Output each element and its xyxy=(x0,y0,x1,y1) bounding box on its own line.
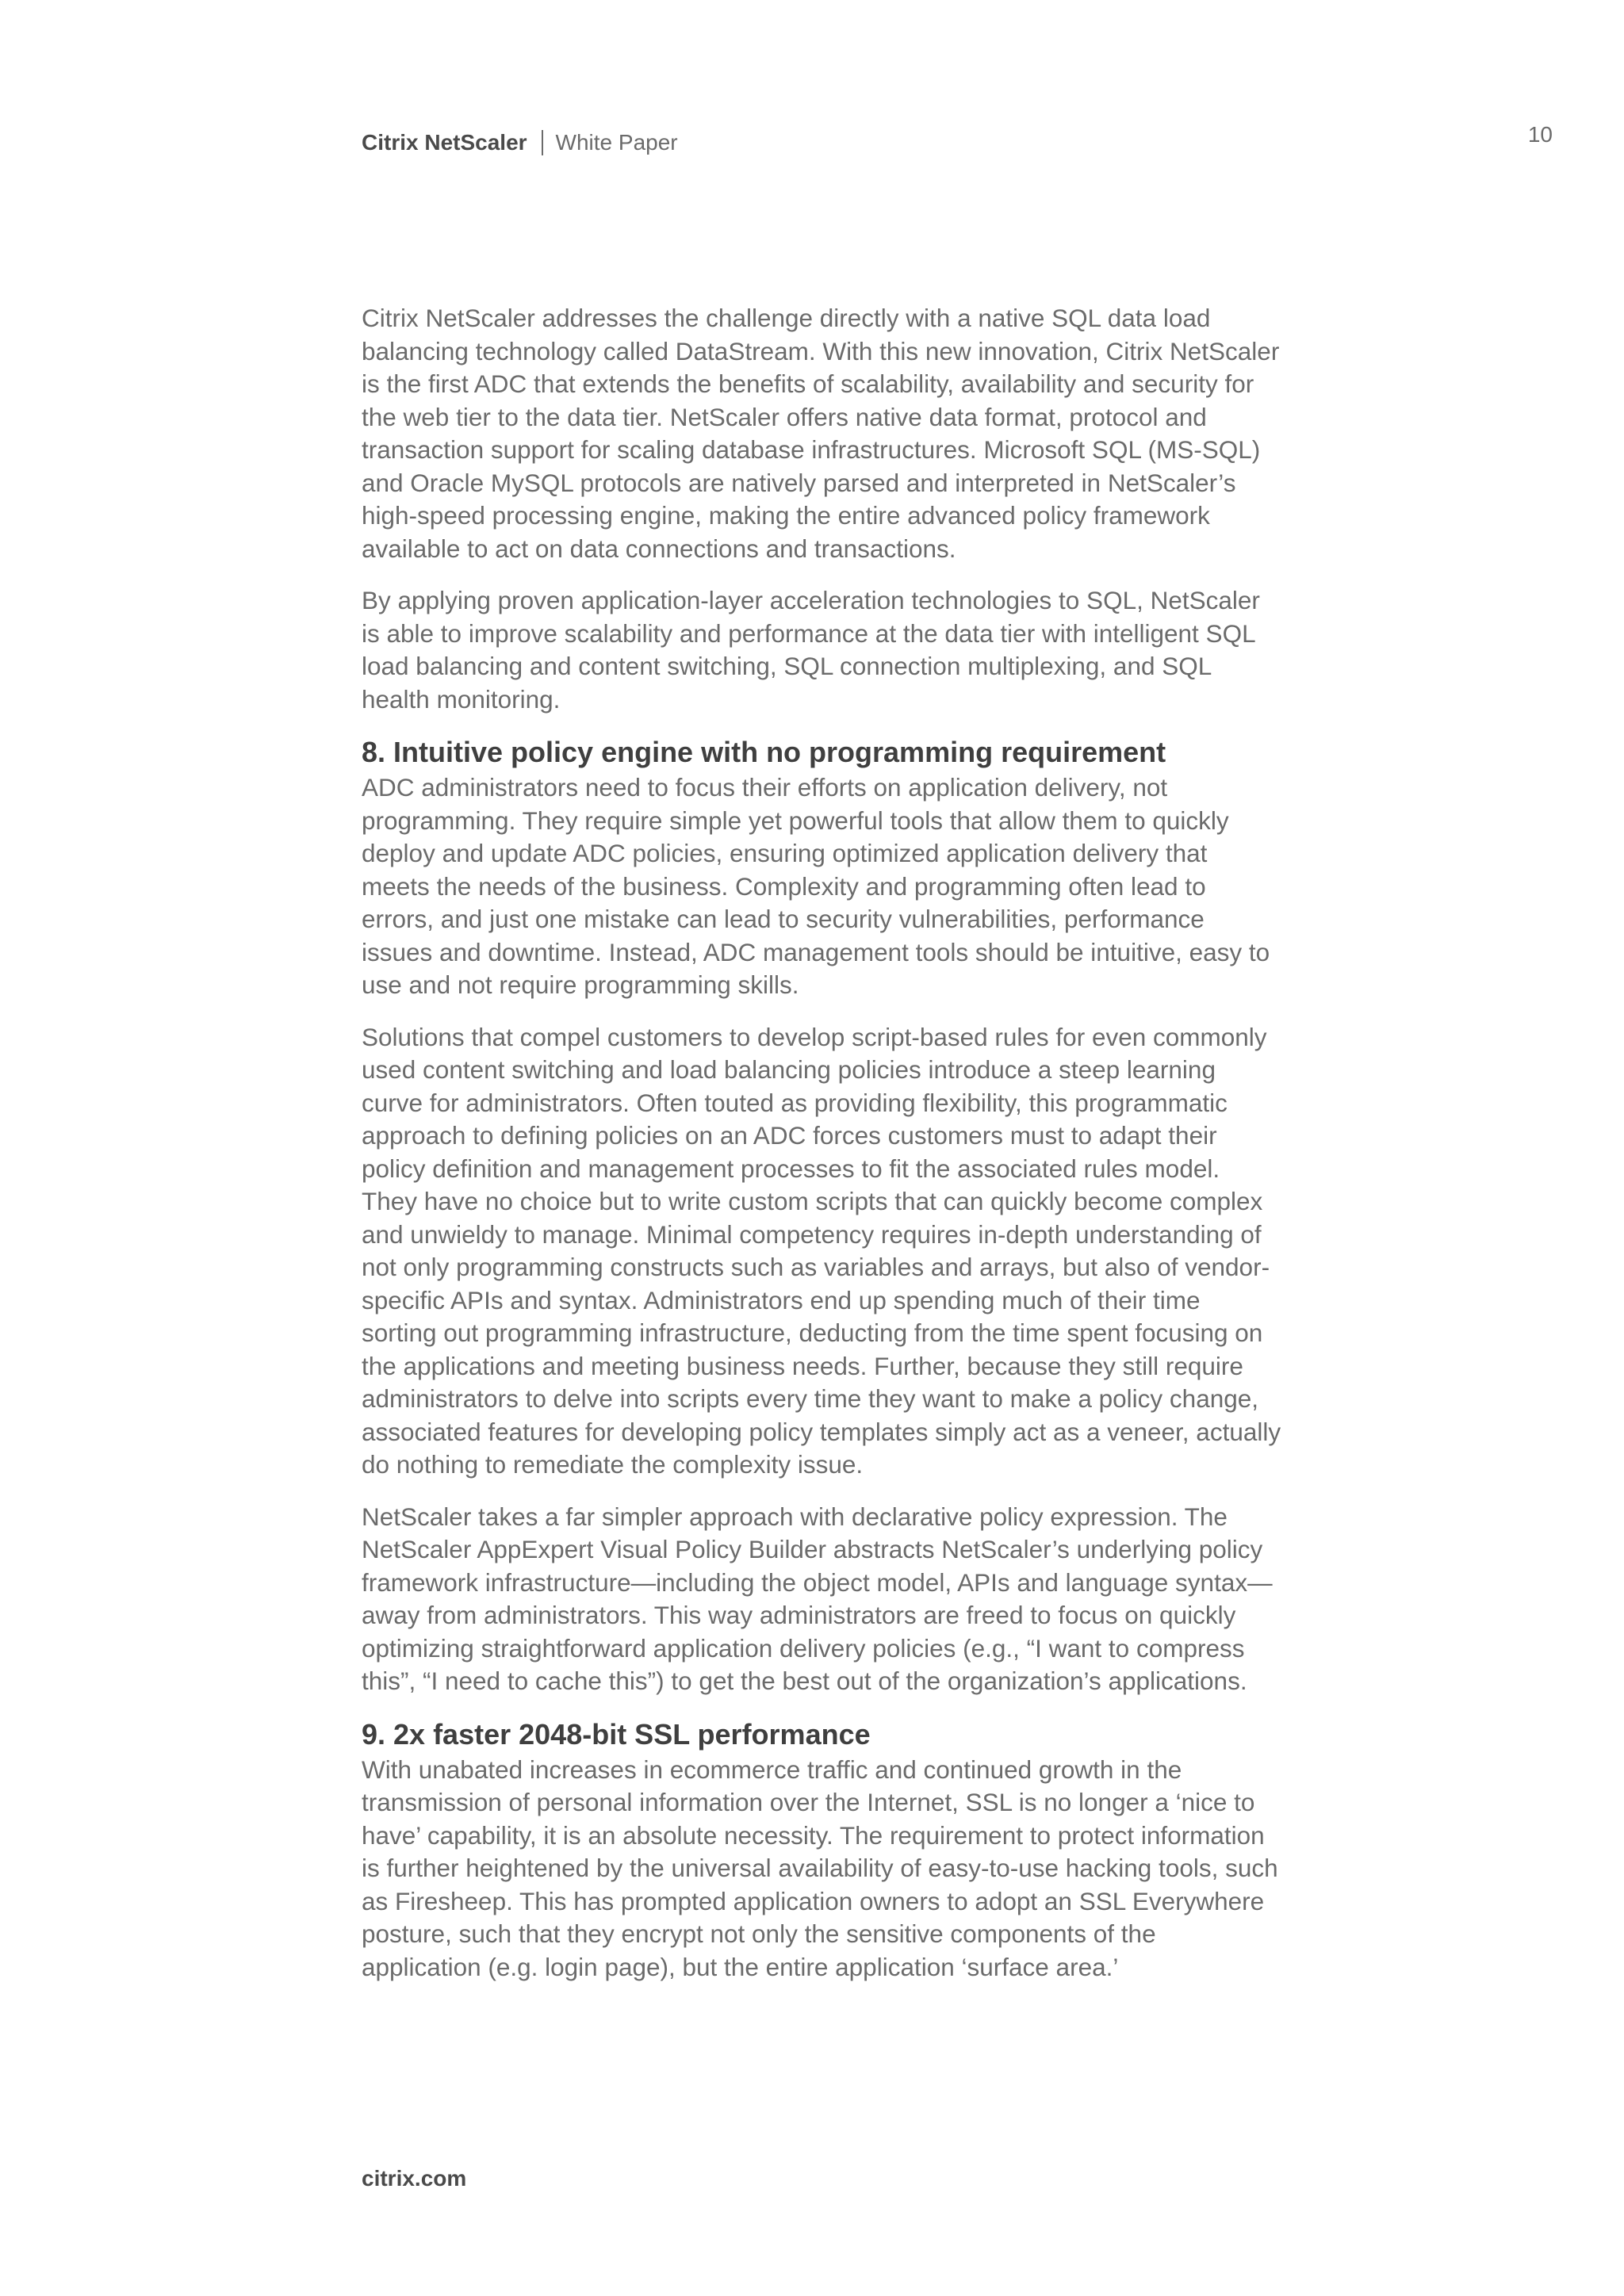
paragraph-ssl-everywhere: With unabated increases in ecommerce traffic and continued growth in the transmission of personal information over the Internet, SSL is no longer a ‘nice to have’ capability, it is an absolute necessity. The requirement to protect information is further heightened by the universal availability of easy-to-use hacking tools, such as Firesheep. This has prompted application owners to adopt an SSL Everywhere posture, such that they encrypt not only the sensitive components of the application (e.g. login page), but the entire application ‘surface area.’ xyxy=(362,1755,1278,1981)
paragraph-script-based-rules: Solutions that compel customers to develop script-based rules for even commonly used content switching and load balancing policies introduce a steep learning curve for administrators. Often touted as providing flexibility, this programmatic approach to defining policies on an ADC forces customers must to adapt their policy definition and management processes to fit the associated rules model. They have no choice but to write custom scripts that can quickly become complex and unwieldy to manage. Minimal competency requires in-depth understanding of not only programming constructs such as variables and arrays, but also of vendor-specific APIs and syntax. Administrators end up spending much of their time sorting out programming infrastructure, deducting from the time spent focusing on the applications and meeting business needs. Further, because they still require administrators to delve into scripts every time they want to make a policy change, associated features for developing policy templates simply act as a veneer, actually do nothing to remediate the complexity issue. xyxy=(362,1022,1281,1479)
document-type: White Paper xyxy=(555,130,678,155)
brand-name: Citrix NetScaler xyxy=(362,130,527,155)
document-body xyxy=(362,302,1281,2003)
section-heading-8: 8. Intuitive policy engine with no programming requirement xyxy=(362,736,1166,768)
page-number: 10 xyxy=(1527,122,1553,147)
paragraph-adc-admins: ADC administrators need to focus their efforts on application delivery, not programming. They require simple yet powerful tools that allow them to quickly deploy and update ADC policies, ensuring optimized application delivery that meets the needs of the business. Complexity and programming often lead to errors, and just one mistake can lead to security vulnerabilities, performance issues and downtime. Instead, ADC management tools should be intuitive, easy to use and not require programming skills. xyxy=(362,773,1270,999)
paragraph-sql-acceleration: By applying proven application-layer acceleration technologies to SQL, NetScaler is able to improve scalability and performance at the data tier with intelligent SQL load balancing and content switching, SQL connection multiplexing, and SQL health monitoring. xyxy=(362,586,1260,714)
paragraph-declarative-policy: NetScaler takes a far simpler approach with declarative policy expression. The NetScaler AppExpert Visual Policy Builder abstracts NetScaler’s underlying policy framework infrastructure—including the object model, APIs and language syntax—away from administrators. This way administrators are freed to focus on quickly optimizing straightforward application delivery policies (e.g., “I want to compress this”, “I need to cache this”) to get the best out of the organization’s applications. xyxy=(362,1502,1273,1695)
section-heading-9: 9. 2x faster 2048-bit SSL performance xyxy=(362,1717,871,1751)
page-header xyxy=(362,128,678,157)
header-divider xyxy=(542,130,543,155)
footer-site-link: citrix.com xyxy=(362,2166,467,2191)
paragraph-datastream: Citrix NetScaler addresses the challenge directly with a native SQL data load balancing technology called DataStream. With this new innovation, Citrix NetScaler is the first ADC that extends the benefits of scalability, availability and security for the web tier to the data tier. NetScaler offers native data format, protocol and transaction support for scaling database infrastructures. Microsoft SQL (MS-SQL) and Oracle MySQL protocols are natively parsed and interpreted in NetScaler’s high-speed processing engine, making the entire advanced policy framework available to act on data connections and transactions. xyxy=(362,304,1280,563)
